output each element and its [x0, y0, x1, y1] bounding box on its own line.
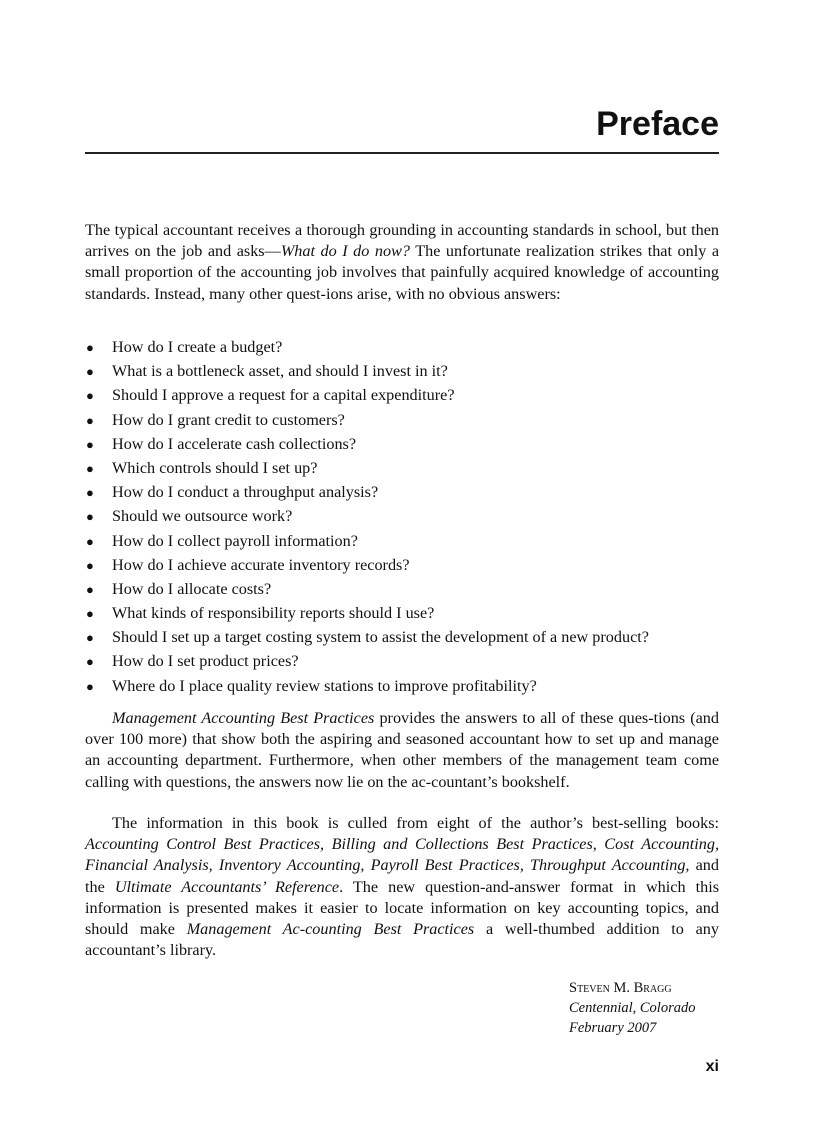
question-text: How do I collect payroll information?: [112, 531, 358, 550]
question-item: [85, 385, 719, 409]
question-item: [85, 627, 719, 651]
question-text: Should I approve a request for a capital expenditure?: [112, 386, 455, 405]
question-item: [85, 603, 719, 627]
question-item: [85, 555, 719, 579]
question-item: [85, 651, 719, 675]
sources-text-3: . The new question-and-answer format in which this information is presented makes it easier to locate information on key accounting topics, and should make: [85, 877, 719, 939]
bullet-icon: ●: [86, 388, 94, 404]
paragraph-answers: [85, 708, 719, 793]
bullet-icon: ●: [86, 364, 94, 380]
question-text: How do I grant credit to customers?: [112, 410, 345, 429]
question-text: How do I allocate costs?: [112, 579, 272, 598]
question-item: [85, 676, 719, 700]
bullet-icon: ●: [86, 436, 94, 452]
question-item: [85, 458, 719, 482]
title-rule: [85, 152, 719, 154]
question-text: How do I conduct a throughput analysis?: [112, 483, 379, 502]
intro-text-before: The typical accountant receives a thorough grounding in accounting standards in school, but then arrives on the job and asks—: [85, 221, 719, 261]
bullet-icon: ●: [86, 412, 94, 428]
question-text: Should I set up a target costing system to assist the development of a new product?: [112, 628, 649, 647]
question-text: What is a bottleneck asset, and should I invest in it?: [112, 362, 448, 381]
question-item: [85, 434, 719, 458]
bullet-icon: ●: [86, 654, 94, 670]
paragraph-answers-text: provides the answers to all of these ques-tions (and over 100 more) that show both the aspiring and seasoned accountant how to set up and manage an accounting department. Furthermore, when other members of the management team come calling with questions, the answers now lie on the ac-countant’s bookshelf.: [85, 709, 719, 791]
bullet-icon: ●: [86, 509, 94, 525]
question-text: What kinds of responsibility reports should I use?: [112, 604, 435, 623]
book-title-italic-2: Management Ac-counting Best Practices: [186, 920, 475, 939]
bullet-icon: ●: [86, 557, 94, 573]
questions-list: [85, 337, 719, 700]
question-item: [85, 579, 719, 603]
source-books-italic: Accounting Control Best Practices, Billing and Collections Best Practices, Cost Accounting, Financial Analysis, Inventory Accounting, Payroll Best Practices, Throughput Accounting,: [85, 835, 719, 875]
intro-paragraph: [85, 220, 719, 305]
question-text: How do I create a budget?: [112, 338, 283, 356]
bullet-icon: ●: [86, 460, 94, 476]
bullet-icon: ●: [86, 533, 94, 549]
bullet-icon: ●: [86, 630, 94, 646]
intro-italic-question: What do I do now?: [280, 242, 410, 261]
page-number: xi: [705, 1058, 719, 1075]
question-text: How do I set product prices?: [112, 652, 299, 671]
question-item: [85, 361, 719, 385]
sources-text-2: and the: [85, 856, 719, 896]
page-title: Preface: [596, 105, 719, 143]
signature-block: [569, 978, 695, 1038]
question-item: [85, 531, 719, 555]
author-name: Steven M. Bragg: [569, 980, 672, 996]
question-item: [85, 337, 719, 361]
bullet-icon: ●: [86, 485, 94, 501]
question-text: Which controls should I set up?: [112, 458, 318, 477]
bullet-icon: ●: [86, 340, 94, 355]
paragraph-sources: [85, 813, 719, 961]
book-title-italic: Management Accounting Best Practices: [112, 709, 375, 727]
question-item: [85, 482, 719, 506]
question-text: Should we outsource work?: [112, 507, 293, 526]
reference-title-italic: Ultimate Accountants’ Reference: [114, 877, 340, 896]
sources-text-1: The information in this book is culled from eight of the author’s best-selling books:: [112, 814, 719, 832]
author-location: Centennial, Colorado: [569, 1000, 696, 1016]
bullet-icon: ●: [86, 581, 94, 597]
question-text: How do I accelerate cash collections?: [112, 434, 357, 453]
question-text: How do I achieve accurate inventory records?: [112, 555, 410, 574]
question-item: [85, 506, 719, 530]
question-item: [85, 410, 719, 434]
intro-text-after: The unfortunate realization strikes that only a small proportion of the accounting job involves that painfully acquired knowledge of accounting standards. Instead, many other quest-ions arise, with no obvious answers:: [85, 242, 720, 303]
bullet-icon: ●: [86, 606, 94, 622]
sources-text-4: a well-thumbed addition to any accountant’s library.: [85, 920, 719, 960]
bullet-icon: ●: [86, 678, 94, 694]
signature-date: February 2007: [569, 1020, 657, 1036]
question-text: Where do I place quality review stations to improve profitability?: [112, 676, 537, 695]
